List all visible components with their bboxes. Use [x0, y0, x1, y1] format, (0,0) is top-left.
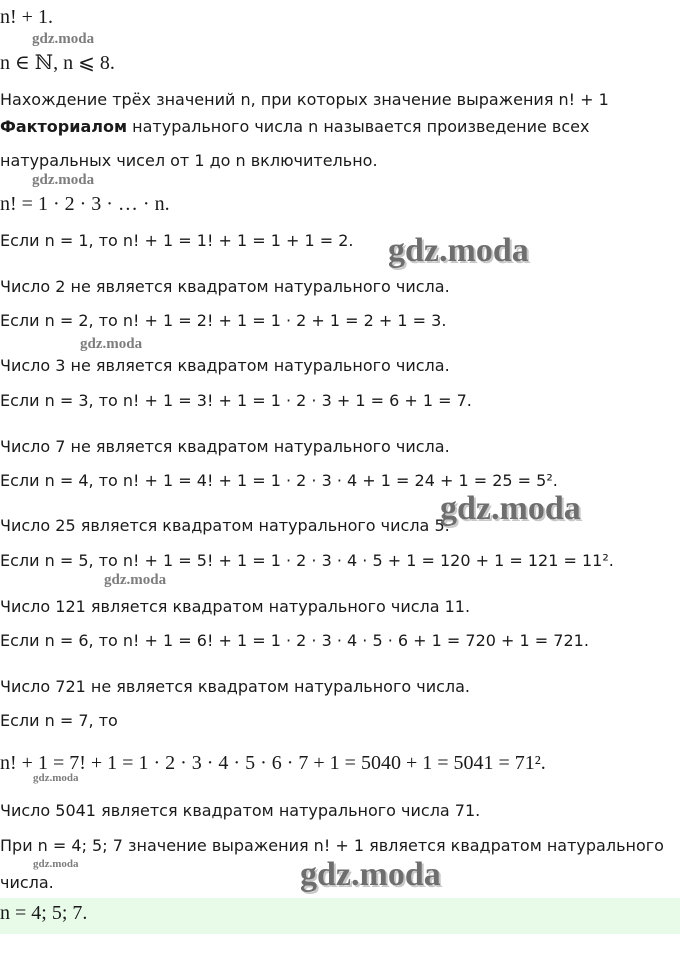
case-n6: Если n = 6, то n! + 1 = 6! + 1 = 1 · 2 · 3 · 4 · 5 · 6 + 1 = 720 + 1 = 721.: [0, 631, 589, 650]
definition-term: Факториалом: [0, 117, 128, 136]
case-n2: Если n = 2, то n! + 1 = 2! + 1 = 1 · 2 + 1 = 2 + 1 = 3.: [0, 311, 447, 330]
watermark: gdz.moda: [80, 336, 143, 352]
case-n7-formula: n! + 1 = 7! + 1 = 1 · 2 · 3 · 4 · 5 · 6 · 7 + 1 = 5040 + 1 = 5041 = 71².: [0, 752, 546, 774]
conclusion-n6: Число 721 не является квадратом натурального числа.: [0, 677, 471, 696]
watermark: gdz.moda: [32, 31, 95, 47]
watermark: gdz.moda: [33, 772, 79, 784]
watermark: gdz.moda: [388, 232, 529, 269]
watermark: gdz.moda: [300, 856, 441, 893]
watermark: gdz.moda: [33, 858, 79, 870]
conclusion-n5: Число 121 является квадратом натурального числа 11.: [0, 597, 471, 616]
watermark: gdz.moda: [32, 172, 95, 188]
answer-box: [0, 898, 680, 934]
conclusion-n4: Число 25 является квадратом натурального числа 5.: [0, 516, 450, 535]
case-n4: Если n = 4, то n! + 1 = 4! + 1 = 1 · 2 · 3 · 4 + 1 = 24 + 1 = 25 = 5².: [0, 471, 558, 490]
conclusion-n3: Число 7 не является квадратом натурального числа.: [0, 437, 450, 456]
watermark: gdz.moda: [440, 490, 581, 527]
factorial-formula: n! = 1 · 2 · 3 · … · n.: [0, 193, 170, 215]
watermark: gdz.moda: [104, 572, 167, 588]
answer-text: n = 4; 5; 7.: [0, 902, 88, 924]
conclusion-n2: Число 3 не является квадратом натурального числа.: [0, 356, 450, 375]
task-statement: Нахождение трёх значений n, при которых значение выражения n! + 1: [0, 90, 609, 109]
summary-line-2: числа.: [0, 873, 54, 892]
case-n1: Если n = 1, то n! + 1 = 1! + 1 = 1 + 1 = 2.: [0, 231, 354, 250]
domain-line: n ∈ ℕ, n ⩽ 8.: [0, 52, 115, 74]
summary-line-1: При n = 4; 5; 7 значение выражения n! + 1 является квадратом натурального: [0, 836, 664, 855]
definition-line-1: [0, 117, 589, 136]
definition-line-2: натуральных чисел от 1 до n включительно.: [0, 151, 378, 170]
case-n5: Если n = 5, то n! + 1 = 5! + 1 = 1 · 2 · 3 · 4 · 5 + 1 = 120 + 1 = 121 = 11².: [0, 551, 614, 570]
case-n3: Если n = 3, то n! + 1 = 3! + 1 = 1 · 2 · 3 + 1 = 6 + 1 = 7.: [0, 391, 472, 410]
expression-line: n! + 1.: [0, 6, 53, 28]
conclusion-n1: Число 2 не является квадратом натурального числа.: [0, 277, 450, 296]
conclusion-n7: Число 5041 является квадратом натурального числа 71.: [0, 801, 481, 820]
case-n7-intro: Если n = 7, то: [0, 711, 118, 730]
definition-text: натурального числа n называется произведение всех: [127, 117, 590, 136]
